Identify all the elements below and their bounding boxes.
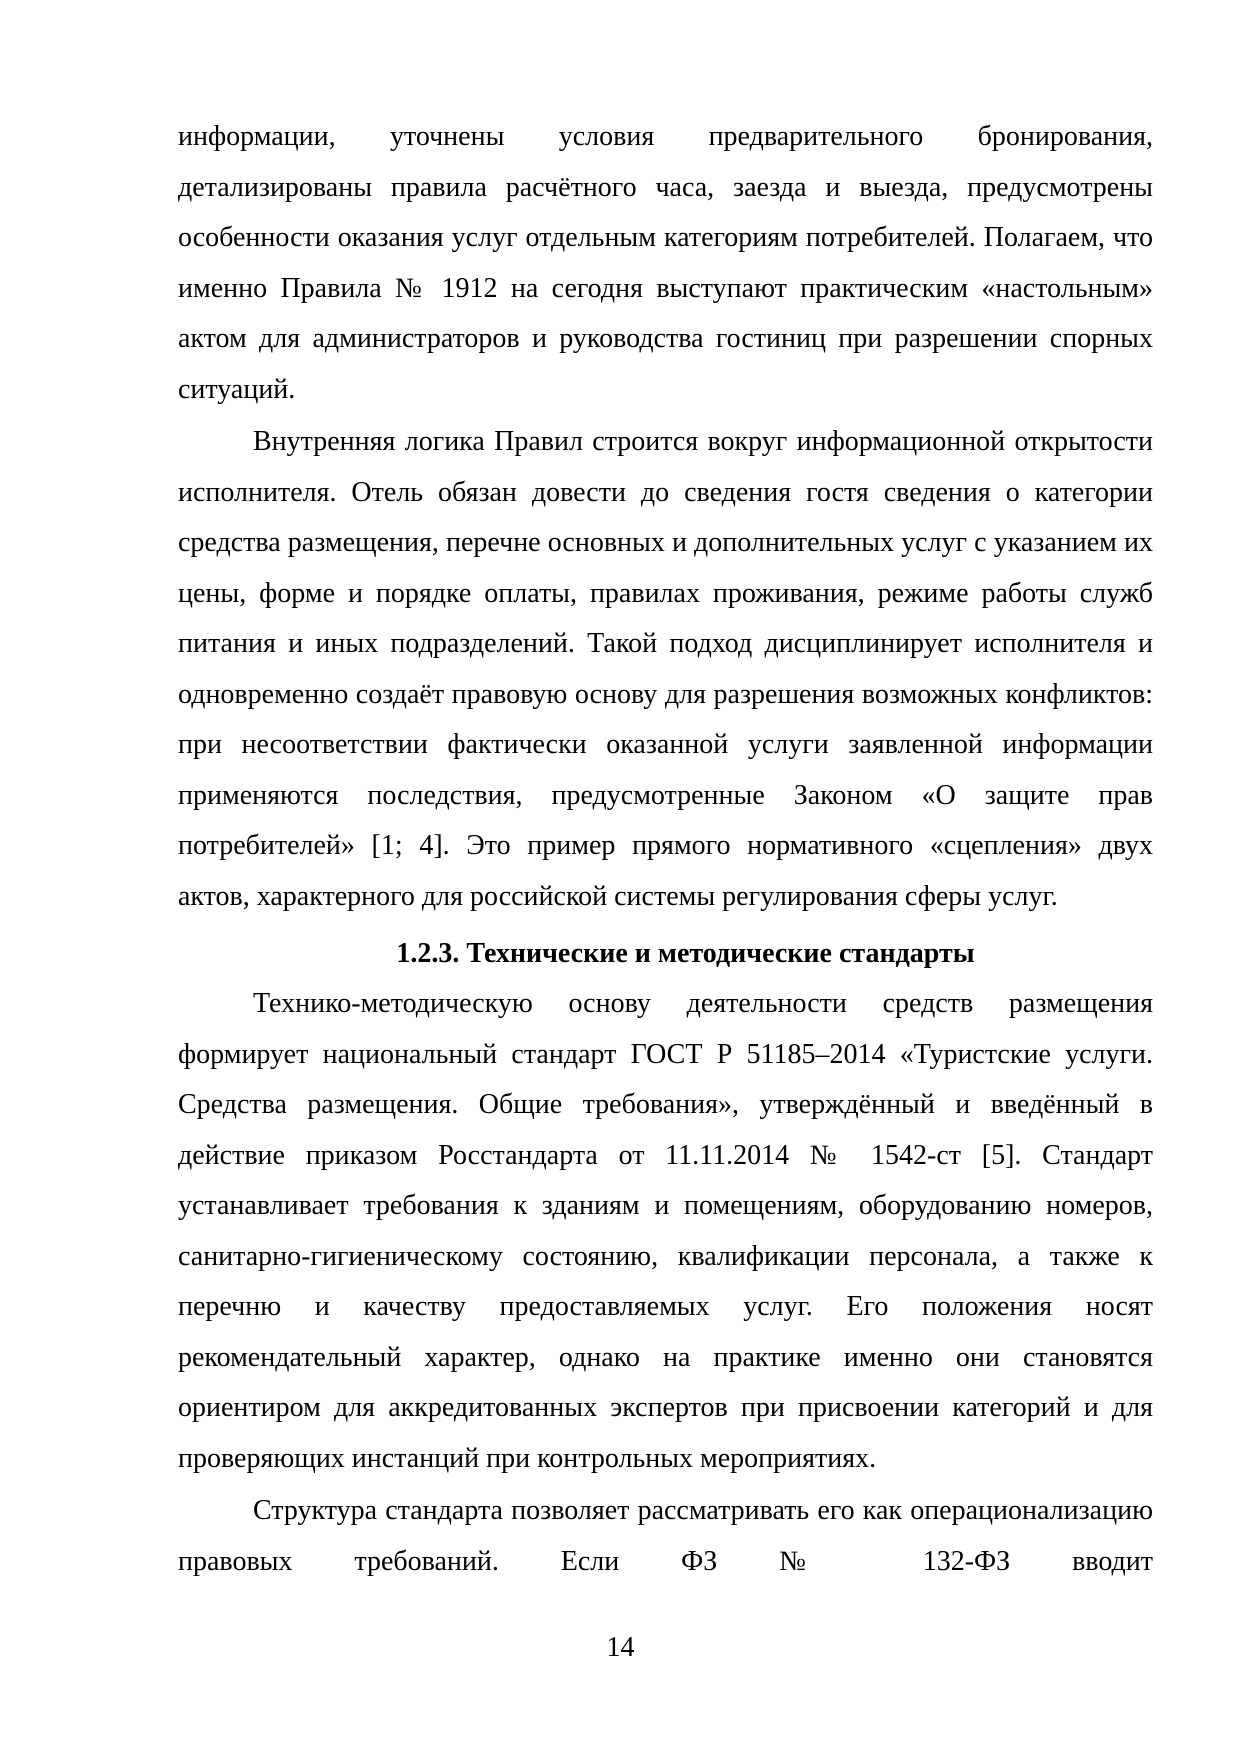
paragraph-standard-structure: Структура стандарта позволяет рассматривать его как операционализацию правовых требований. Если ФЗ № 132-ФЗ вводит [178,1495,1153,1577]
page-body [178,112,1153,1587]
section-heading: 1.2.3. Технические и методические стандарты [396,938,975,969]
page-number: 14 [606,1632,635,1663]
paragraph-information-openness: Внутренняя логика Правил строится вокруг информационной открытости исполнителя. Отель обязан довести до сведения гостя сведения о категории средства размещения, перечне основных и дополнительных услуг с указанием их цены, форме и порядке оплаты, правилах проживания, режиме работы служб питания и иных подразделений. Такой подход дисциплинирует исполнителя и одновременно создаёт правовую основу для разрешения возможных конфликтов: при несоответствии фактически оказанной услуги заявленной информации применяются последствия, предусмотренные Законом «О защите прав потребителей» [1; 4]. Это пример прямого нормативного «сцепления» двух актов, характерного для российской системы регулирования сферы услуг. [178,426,1153,912]
paragraph-continuation: информации, уточнены условия предварительного бронирования, детализированы правила расчётного часа, заезда и выезда, предусмотрены особенности оказания услуг отдельным категориям потребителей. Полагаем, что именно Правила № 1912 на сегодня выступают практическим «настольным» актом для администраторов и руководства гостиниц при разрешении спорных ситуаций. [178,121,1153,405]
paragraph-gost-standard: Технико-методическую основу деятельности средств размещения формирует национальный стандарт ГОСТ Р 51185–2014 «Туристские услуги. Средства размещения. Общие требования», утверждённый и введённый в действие приказом Росстандарта от 11.11.2014 № 1542-ст [5]. Стандарт устанавливает требования к зданиям и помещениям, оборудованию номеров, санитарно-гигиеническому состоянию, квалификации персонала, а также к перечню и качеству предоставляемых услуг. Его положения носят рекомендательный характер, однако на практике именно они становятся ориентиром для аккредитованных экспертов при присвоении категорий и для проверяющих инстанций при контрольных мероприятиях. [178,988,1153,1474]
